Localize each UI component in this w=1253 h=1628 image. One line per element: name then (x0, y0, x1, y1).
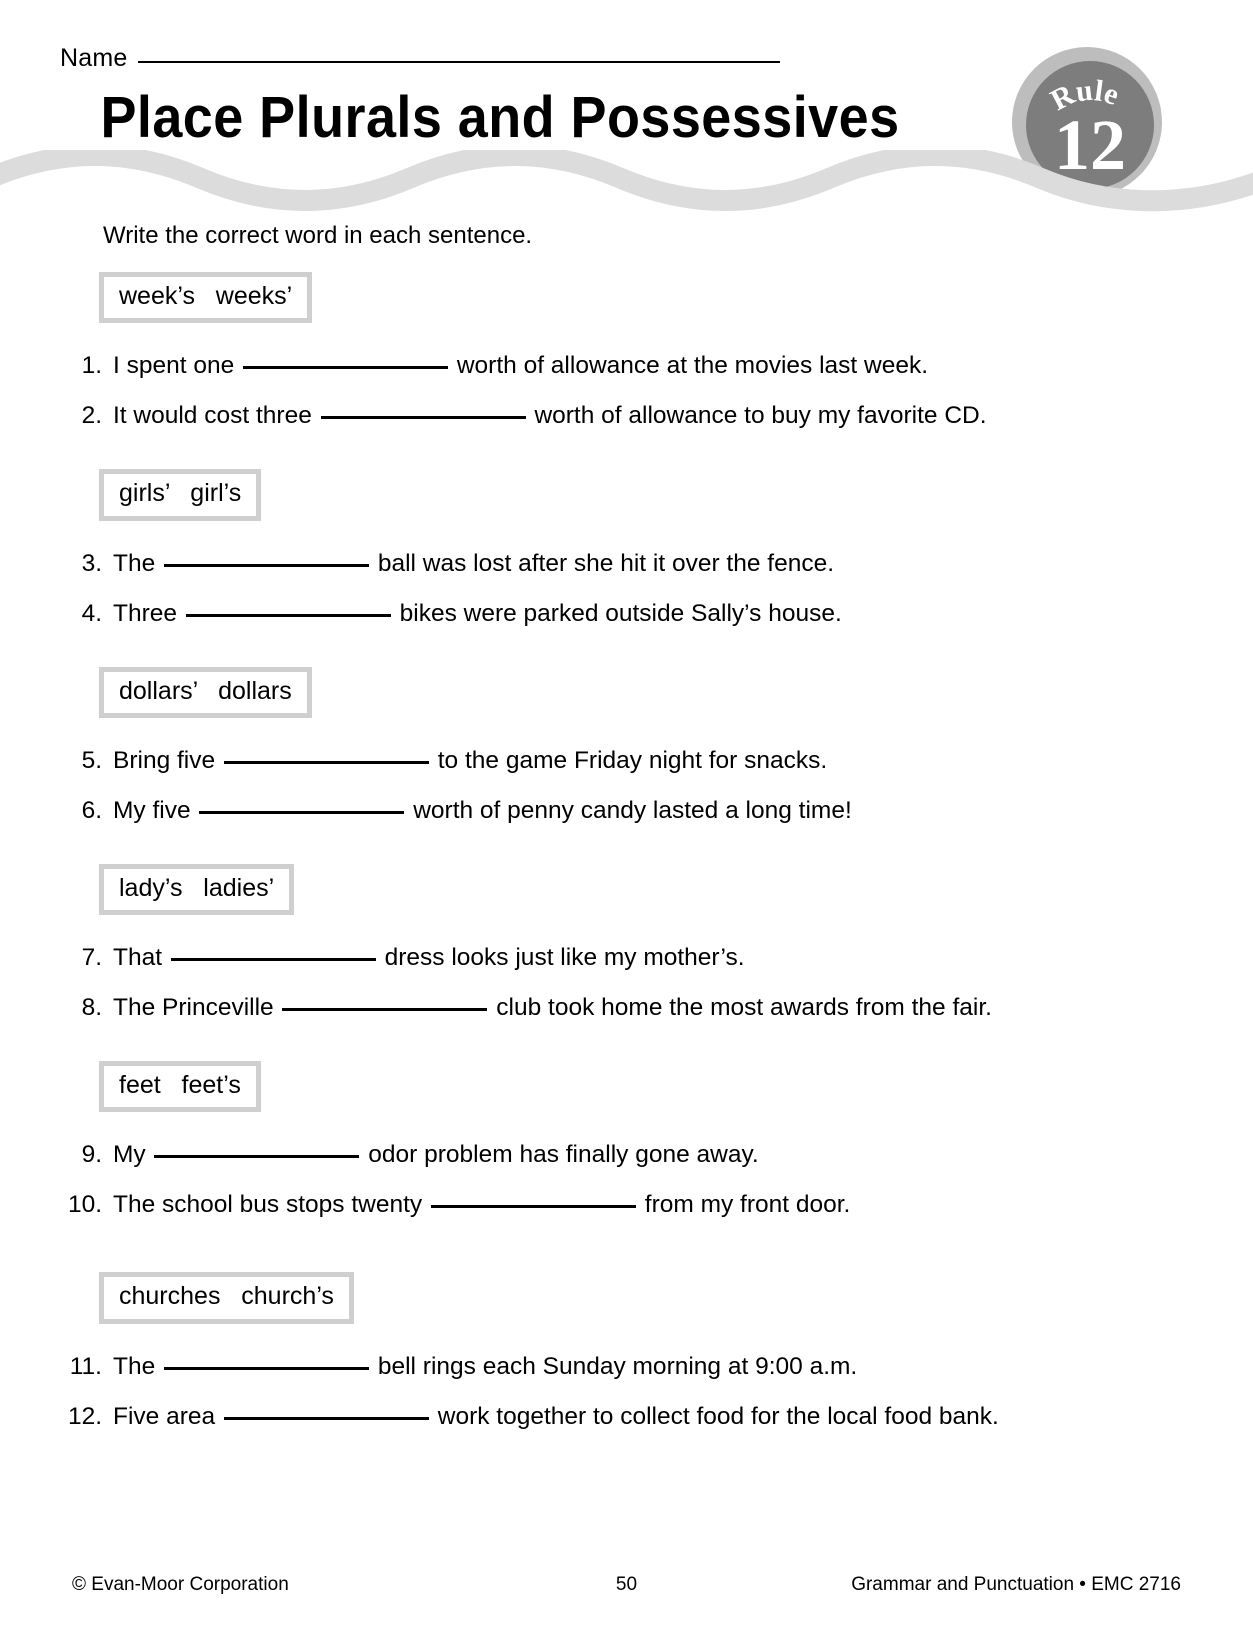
question-number: 7. (81, 944, 102, 971)
worksheet-content (0, 272, 1253, 1470)
answer-blank[interactable] (321, 415, 526, 419)
question-text-before-blank: Five area (113, 1402, 222, 1430)
question-text-after-blank: dress looks just like my mother’s. (377, 944, 745, 971)
question-text (113, 600, 842, 628)
question-item (0, 1180, 1253, 1230)
word-choice-box: feet feet’s (99, 1061, 261, 1112)
question-text (113, 797, 852, 825)
question-list (0, 736, 1253, 836)
badge-rule-text: Rule (1045, 73, 1124, 118)
question-number: 11. (69, 1352, 102, 1380)
word-choice-box: lady’s ladies’ (99, 864, 294, 915)
group-spacer (0, 441, 1253, 469)
group-spacer (0, 639, 1253, 667)
question-number: 6. (81, 796, 102, 824)
question-group (0, 1061, 1253, 1230)
badge-number-text: 12 (1054, 105, 1126, 185)
question-number: 8. (81, 994, 102, 1021)
rule-badge (1011, 46, 1163, 198)
question-text (113, 1191, 850, 1219)
group-spacer (0, 1230, 1253, 1272)
question-item (0, 589, 1253, 639)
question-text-after-blank: ball was lost after she hit it over the fence. (371, 549, 835, 577)
question-text-after-blank: worth of allowance to buy my favorite CD. (527, 402, 987, 430)
answer-blank[interactable] (243, 365, 448, 369)
name-write-line[interactable] (138, 60, 781, 63)
page-footer (0, 1574, 1253, 1600)
question-number: 10. (67, 1191, 102, 1219)
question-number: 4. (81, 599, 102, 627)
question-text (113, 994, 992, 1022)
word-choice-box: week’s weeks’ (99, 272, 312, 323)
question-text-after-blank: worth of allowance at the movies last week. (450, 352, 929, 380)
question-list (0, 539, 1253, 639)
question-text-before-blank: The Princeville (113, 994, 281, 1021)
answer-blank[interactable] (431, 1204, 636, 1208)
word-choice-box: churches church’s (99, 1272, 354, 1323)
question-text-after-blank: to the game Friday night for snacks. (430, 746, 828, 774)
question-number: 2. (81, 402, 102, 430)
question-item (0, 539, 1253, 589)
question-text-before-blank: The (113, 549, 163, 577)
question-text-after-blank: worth of penny candy lasted a long time! (406, 796, 852, 824)
page-title: Place Plurals and Possessives (100, 85, 900, 150)
question-text-before-blank: The school bus stops twenty (113, 1191, 429, 1219)
name-row (60, 44, 780, 73)
answer-blank[interactable] (164, 1366, 369, 1370)
question-number: 1. (81, 352, 102, 380)
question-item (0, 1130, 1253, 1180)
question-number: 9. (81, 1141, 102, 1169)
question-item (0, 391, 1253, 441)
question-item (0, 933, 1253, 983)
group-spacer (0, 836, 1253, 864)
question-text-before-blank: My five (113, 796, 198, 824)
question-text-before-blank: My (113, 1141, 153, 1169)
question-list (0, 933, 1253, 1033)
footer-page-number: 50 (615, 1574, 638, 1595)
answer-blank[interactable] (199, 810, 404, 814)
question-list (0, 341, 1253, 441)
question-text-after-blank: work together to collect food for the local food bank. (430, 1402, 999, 1430)
question-text-after-blank: bikes were parked outside Sally’s house. (392, 599, 842, 627)
question-text-after-blank: from my front door. (637, 1191, 851, 1219)
answer-blank[interactable] (186, 613, 391, 617)
question-item (0, 736, 1253, 786)
name-label: Name (60, 44, 128, 72)
question-group (0, 864, 1253, 1033)
question-text (113, 352, 928, 380)
footer-book-info: Grammar and Punctuation • EMC 2716 (851, 1574, 1181, 1595)
question-group (0, 469, 1253, 638)
answer-blank[interactable] (154, 1154, 359, 1158)
question-text-before-blank: Three (113, 599, 184, 627)
question-text-before-blank: Bring five (113, 746, 222, 774)
question-group (0, 667, 1253, 836)
answer-blank[interactable] (164, 563, 369, 567)
question-number: 12. (67, 1402, 102, 1430)
answer-blank[interactable] (224, 760, 429, 764)
question-text-before-blank: It would cost three (113, 402, 319, 430)
word-choice-box: dollars’ dollars (99, 667, 312, 718)
question-item (0, 1342, 1253, 1392)
question-text-after-blank: odor problem has finally gone away. (361, 1141, 759, 1169)
answer-blank[interactable] (171, 957, 376, 961)
question-text (113, 944, 745, 972)
question-group (0, 1272, 1253, 1441)
group-spacer (0, 1033, 1253, 1061)
answer-blank[interactable] (282, 1007, 487, 1011)
instruction-text: Write the correct word in each sentence. (103, 222, 533, 249)
question-item (0, 341, 1253, 391)
question-text (113, 550, 834, 578)
question-number: 5. (81, 746, 102, 774)
question-text-after-blank: club took home the most awards from the fair. (489, 994, 992, 1021)
question-item (0, 786, 1253, 836)
answer-blank[interactable] (224, 1416, 429, 1420)
question-text (113, 747, 827, 775)
question-text-before-blank: That (113, 944, 169, 971)
question-text-after-blank: bell rings each Sunday morning at 9:00 a.m. (371, 1352, 858, 1380)
footer-copyright: © Evan-Moor Corporation (72, 1574, 289, 1595)
question-item (0, 1392, 1253, 1442)
question-text-before-blank: The (113, 1352, 163, 1380)
question-group (0, 272, 1253, 441)
question-number: 3. (81, 549, 102, 577)
question-text (113, 1141, 759, 1169)
group-spacer (0, 1442, 1253, 1470)
question-item (0, 983, 1253, 1033)
question-list (0, 1342, 1253, 1442)
question-text (113, 1403, 999, 1431)
question-text (113, 402, 987, 430)
word-choice-box: girls’ girl’s (99, 469, 261, 520)
question-list (0, 1130, 1253, 1230)
question-text (113, 1353, 857, 1381)
question-text-before-blank: I spent one (113, 352, 242, 380)
